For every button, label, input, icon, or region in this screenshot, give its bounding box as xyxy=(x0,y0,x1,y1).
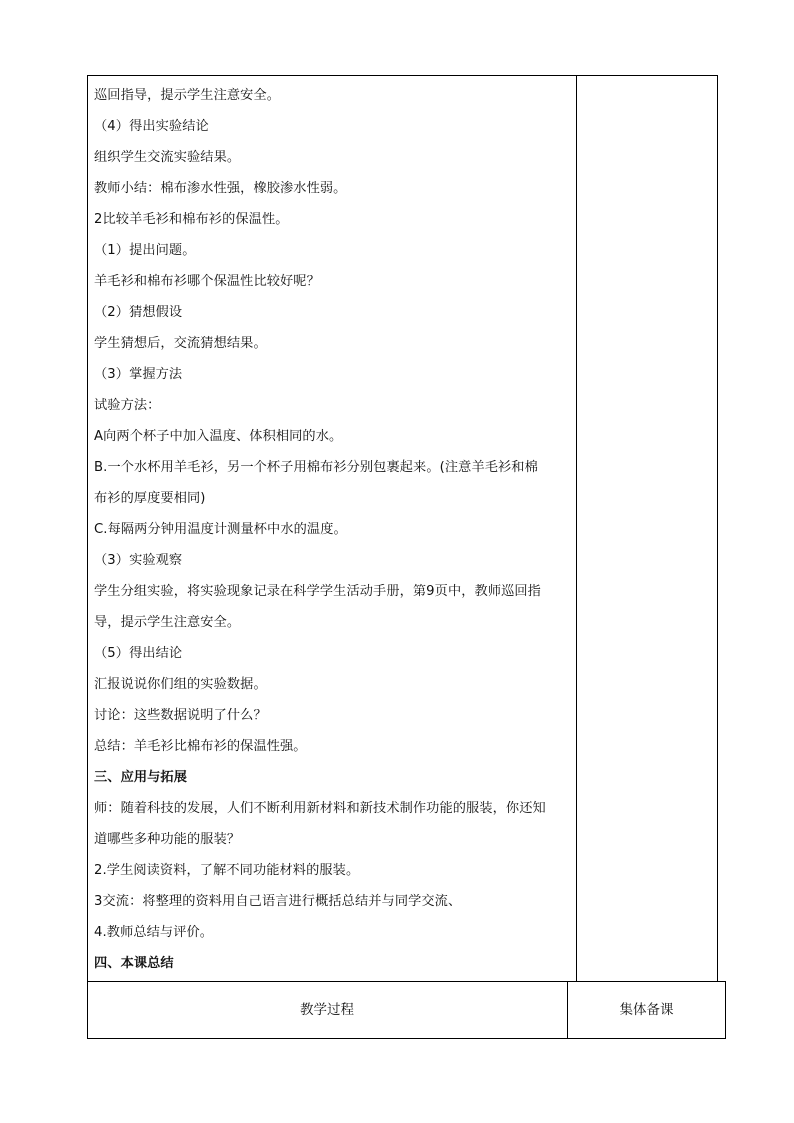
text-line: 师：随着科技的发展，人们不断利用新材料和新技术制作功能的服装，你还知 xyxy=(94,801,546,816)
teaching-process-cell xyxy=(94,80,572,979)
column-divider xyxy=(576,75,577,982)
text-line: 学生分组实验，将实验现象记录在科学学生活动手册，第9页中，教师巡回指 xyxy=(94,584,541,599)
text-line: 学生猜想后，交流猜想结果。 xyxy=(94,336,267,351)
text-line: 导，提示学生注意安全。 xyxy=(94,615,241,630)
text-line: 3交流：将整理的资料用自己语言进行概括总结并与同学交流、 xyxy=(94,894,462,909)
text-line: （1）提出问题。 xyxy=(94,243,196,258)
text-line: 试验方法： xyxy=(94,398,161,413)
text-line: 巡回指导，提示学生注意安全。 xyxy=(94,88,281,103)
text-line: 组织学生交流实验结果。 xyxy=(94,150,241,165)
footer-teaching-process-label: 教学过程 xyxy=(300,1002,354,1018)
text-line: （3）掌握方法 xyxy=(94,367,183,382)
text-line: 布衫的厚度要相同) xyxy=(94,491,206,506)
section-heading: 三、应用与拓展 xyxy=(94,770,188,785)
text-line: C.每隔两分钟用温度计测量杯中水的温度。 xyxy=(94,522,347,537)
footer-group-prep-label: 集体备课 xyxy=(619,1002,674,1018)
text-line: （5）得出结论 xyxy=(94,646,183,661)
section-heading: 四、本课总结 xyxy=(94,956,174,971)
text-line: 讨论：这些数据说明了什么？ xyxy=(94,708,267,723)
text-line: 总结：羊毛衫比棉布衫的保温性强。 xyxy=(94,739,307,754)
text-line: （2）猜想假设 xyxy=(94,305,183,320)
text-line: B.一个水杯用羊毛衫，另一个杯子用棉布衫分别包裹起来。(注意羊毛衫和棉 xyxy=(94,460,538,475)
text-line: 4.教师总结与评价。 xyxy=(94,925,214,940)
text-line: （4）得出实验结论 xyxy=(94,119,209,134)
text-line: 道哪些多种功能的服装？ xyxy=(94,832,241,847)
text-line: 教师小结：棉布渗水性强，橡胶渗水性弱。 xyxy=(94,181,347,196)
text-line: 汇报说说你们组的实验数据。 xyxy=(94,677,267,692)
text-line: 羊毛衫和棉布衫哪个保温性比较好呢？ xyxy=(94,274,320,289)
text-line: 2比较羊毛衫和棉布衫的保温性。 xyxy=(94,212,289,227)
text-line: 2.学生阅读资料，了解不同功能材料的服装。 xyxy=(94,863,360,878)
text-line: A向两个杯子中加入温度、体积相同的水。 xyxy=(94,429,343,444)
text-line: （3）实验观察 xyxy=(94,553,183,568)
